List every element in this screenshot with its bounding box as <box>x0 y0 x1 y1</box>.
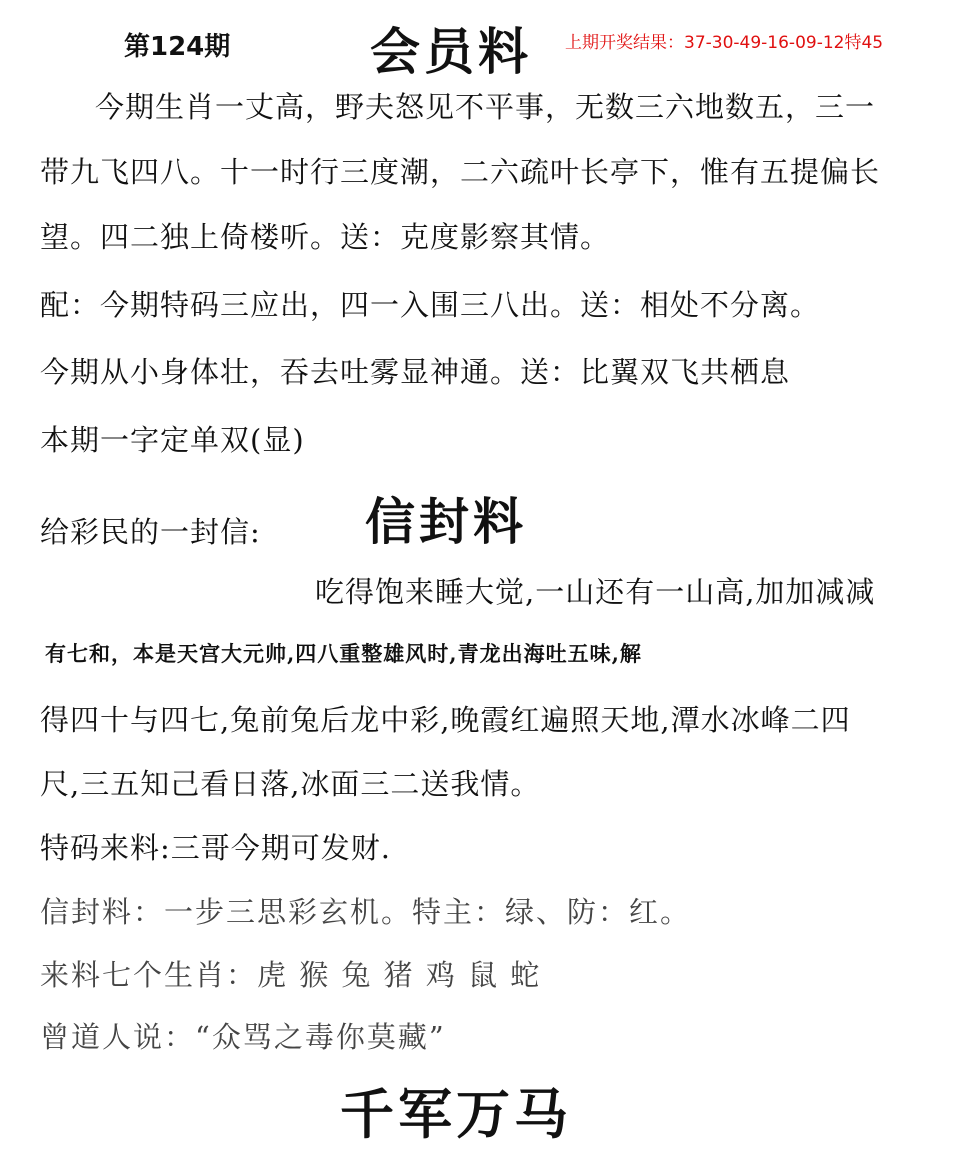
member-title: 会员料 <box>370 22 532 81</box>
letter-line-3: 得四十与四七,兔前兔后龙中彩,晚霞红遍照天地,潭水冰峰二四 <box>40 703 851 737</box>
member-line-2: 带九飞四八。十一时行三度潮，二六疏叶长亭下，惟有五提偏长 <box>40 155 881 189</box>
letter-line-1: 吃得饱来睡大觉,一山还有一山高,加加减减 <box>315 575 876 609</box>
footer-title: 千军万马 <box>340 1082 572 1146</box>
issue-number: 第124期 <box>124 32 231 62</box>
last-draw-result: 上期开奖结果：37-30-49-16-09-12特45 <box>565 33 884 53</box>
member-line-4: 配：今期特码三应出，四一入围三八出。送：相处不分离。 <box>40 288 821 322</box>
letter-line-7: 来料七个生肖：虎 猴 兔 猪 鸡 鼠 蛇 <box>40 958 542 992</box>
member-line-1: 今期生肖一丈高，野夫怒见不平事，无数三六地数五，三一 <box>95 90 876 124</box>
letter-line-5: 特码来料:三哥今期可发财. <box>40 831 391 865</box>
letter-title: 信封料 <box>365 492 527 551</box>
member-line-5: 今期从小身体壮，吞去吐雾显神通。送：比翼双飞共栖息 <box>40 355 791 389</box>
member-line-3: 望。四二独上倚楼听。送：克度影察其情。 <box>40 220 611 254</box>
letter-line-8: 曾道人说：“众骂之毒你莫藏” <box>40 1020 446 1054</box>
letter-line-6: 信封料：一步三思彩玄机。特主：绿、防：红。 <box>40 895 692 929</box>
member-line-6: 本期一字定单双(显) <box>40 423 305 457</box>
letter-line-4: 尺,三五知己看日落,冰面三二送我情。 <box>40 767 541 801</box>
letter-line-2: 有七和，本是天宫大元帅,四八重整雄风时,青龙出海吐五味,解 <box>45 641 642 666</box>
letter-intro: 给彩民的一封信: <box>40 515 261 549</box>
